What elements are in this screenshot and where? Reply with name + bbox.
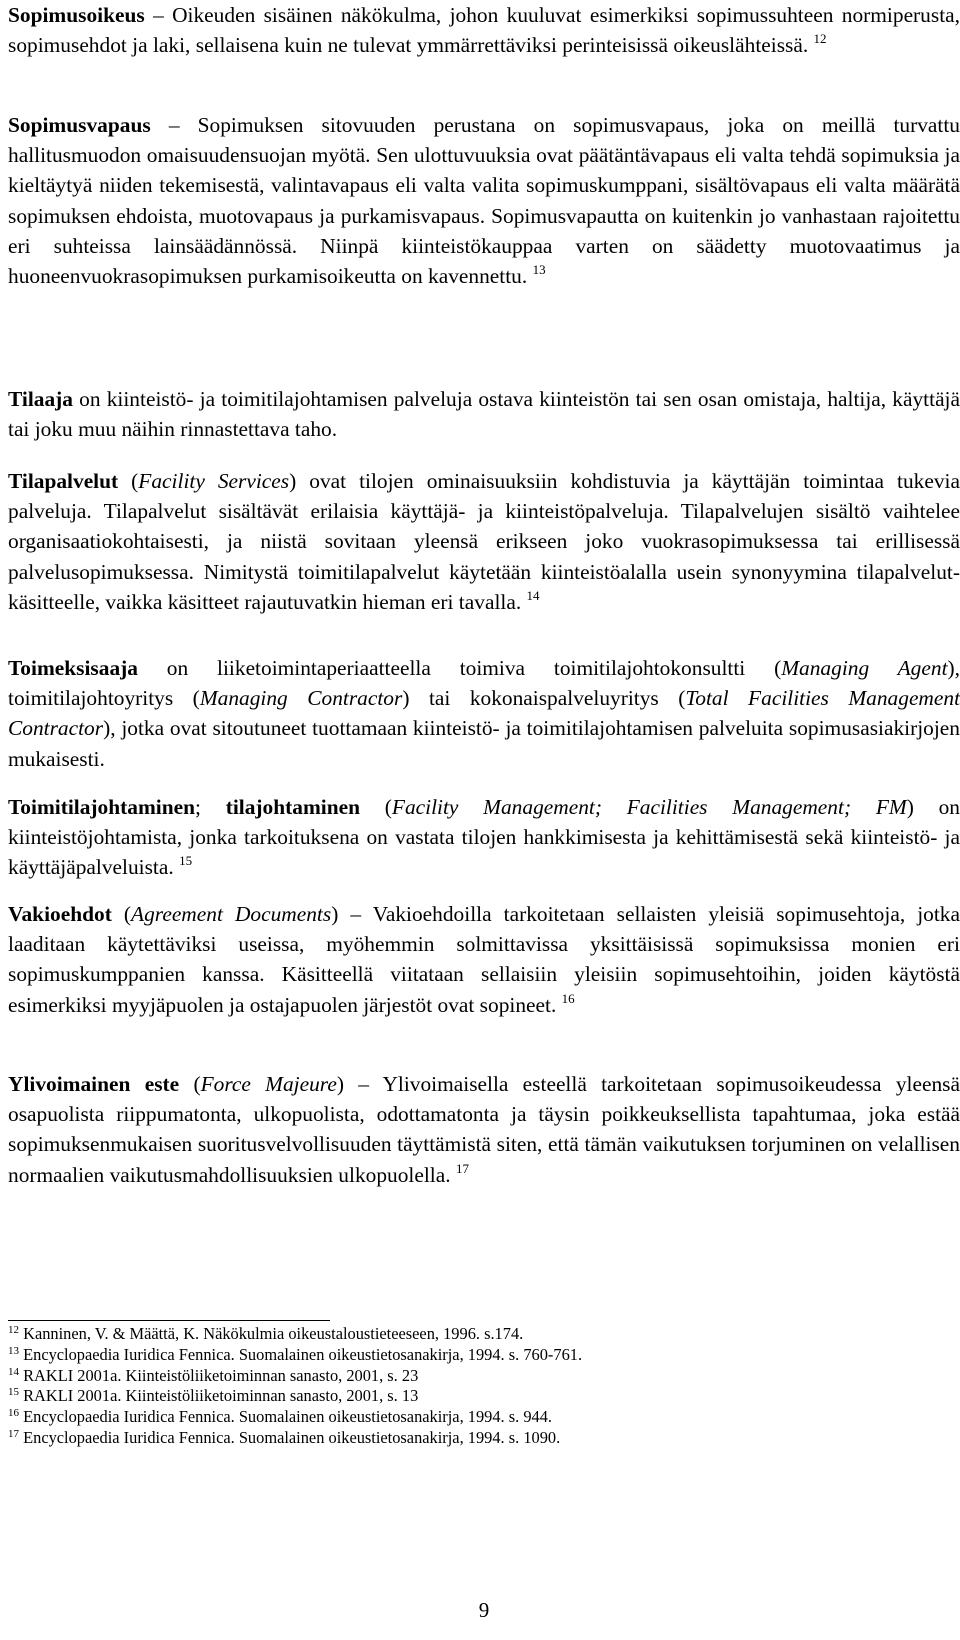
english-term: Managing Agent <box>781 656 948 680</box>
definition-text: ( <box>360 795 392 819</box>
definition-text: ) ovat tilojen ominaisuuksiin kohdistuvia ja käyttäjän toimintaa tukevia palveluja. Tilapalvelut sisältävät erilaisia käyttäjä- ja kiinteistöpalveluja. Tilapalvelujen sisältö vaihtelee organisaatiokohtaisesti, ja niistä sovitaan yleensä erikseen joko vuokrasopimuksessa tai erillisessä palvelusopimuksessa. Nimitystä toimitilapalvelut käytetään kiinteistöalalla usein synonyymina tilapalvelut-käsitteelle, vaikka käsitteet rajautuvatkin hieman eri tavalla. <box>8 469 960 614</box>
footnote-ref: 14 <box>526 587 540 603</box>
english-term: Managing Contractor <box>199 686 403 711</box>
footnote-number: 12 <box>8 1324 19 1336</box>
english-term: Facility Services <box>138 469 290 493</box>
entry-ylivoimainen-este <box>8 1069 960 1190</box>
term-alt: tilajohtaminen <box>225 795 360 819</box>
entry-sopimusvapaus <box>8 110 960 291</box>
definition-text: ( <box>111 902 132 926</box>
term: Vakioehdot <box>8 902 112 926</box>
footnote <box>8 1386 582 1407</box>
definition-text: ) tai kokonaispalveluyritys ( <box>402 686 686 711</box>
definition-text: ), toimitilajohtoyritys ( <box>8 656 960 711</box>
term: Tilapalvelut <box>8 469 119 493</box>
entry-sopimusoikeus <box>8 0 960 60</box>
footnote-ref: 13 <box>532 262 546 278</box>
footnote-ref: 16 <box>561 990 575 1006</box>
page-number: 9 <box>478 1598 490 1622</box>
definition-text: on liiketoimintaperiaatteella toimiva toimitilajohtokonsultti ( <box>137 656 782 680</box>
footnote-text: Encyclopaedia Iuridica Fennica. Suomalainen oikeustietosanakirja, 1994. s. 944. <box>23 1407 553 1427</box>
footnote-number: 13 <box>8 1344 19 1357</box>
definition-text: – Sopimuksen sitovuuden perustana on sopimusvapaus, joka on meillä turvattu hallitusmuodon omaisuudensuojan myötä. Sen ulottuvuuksia ovat päätäntävapaus eli valta tehdä sopimuksia ja kieltäytyä niiden tekemisestä, valintavapaus eli valta valita sopimuskumppani, sisältövapaus eli valta määrätä sopimuksen ehdoista, muotovapaus ja purkamisvapaus. Sopimusvapautta on kuitenkin jo vanhastaan rajoitettu eri suhteissa lainsäädännössä. Niinpä kiinteistökauppaa varten on säädetty muotovaatimus ja huoneenvuokrasopimuksen purkamisoikeutta on kavennettu. <box>8 113 960 289</box>
footnote-ref: 15 <box>179 853 193 869</box>
definition-text: ), jotka ovat sitoutuneet tuottamaan kiinteistö- ja toimitilajohtamisen palveluita sopimusasiakirjojen mukaisesti. <box>8 716 960 771</box>
english-term: Facility Management; Facilities Management; FM <box>391 795 907 819</box>
term: Toimitilajohtaminen <box>8 795 195 819</box>
footnote-ref: 17 <box>455 1160 469 1176</box>
footnote <box>8 1407 582 1428</box>
footnote-text: Kanninen, V. & Määttä, K. Näkökulmia oikeustaloustieteeseen, 1996. s.174. <box>23 1324 524 1343</box>
definition-text: on kiinteistö- ja toimitilajohtamisen palveluja ostava kiinteistön tai sen osan omistaja, haltija, käyttäjä tai joku muu näihin rinnastettava taho. <box>8 387 960 442</box>
term: Sopimusoikeus <box>8 3 145 27</box>
definition-text: ( <box>179 1072 201 1096</box>
footnote-divider <box>8 1320 330 1321</box>
entry-tilapalvelut <box>8 466 960 617</box>
footnote-number: 14 <box>8 1365 19 1378</box>
footnote-number: 17 <box>8 1427 19 1440</box>
footnote-number: 15 <box>8 1386 19 1399</box>
entry-vakioehdot <box>8 899 960 1020</box>
footnote <box>8 1428 582 1449</box>
definition-text: ) – Ylivoimaisella esteellä tarkoitetaan sopimusoikeudessa yleensä osapuolista riippumatonta, ulkopuolista, odottamatonta ja täysin poikkeuksellista tapahtumaa, joka estää sopimuksenmukaisen suoritusvelvollisuuden täyttämistä siten, että tämän vaikutuksen torjuminen on velallisen normaalien vaikutusmahdollisuuksien ulkopuolella. <box>8 1072 960 1187</box>
footnote-text: Encyclopaedia Iuridica Fennica. Suomalainen oikeustietosanakirja, 1994. s. 760-761. <box>23 1344 583 1364</box>
footnote <box>8 1345 582 1366</box>
english-term: Total Facilities Management Contractor <box>8 686 960 741</box>
footnotes <box>8 1324 582 1449</box>
term: Tilaaja <box>8 387 73 411</box>
footnote-text: RAKLI 2001a. Kiinteistöliiketoiminnan sanasto, 2001, s. 23 <box>23 1365 419 1385</box>
english-term: Force Majeure <box>200 1072 337 1096</box>
footnote-ref: 12 <box>813 31 827 47</box>
definition-text: ) – Vakioehdoilla tarkoitetaan sellaisten yleisiä sopimusehtoja, jotka laaditaan käytettäviksi useissa, myöhemmin solmittavissa yksittäisissä sopimuksissa monien eri sopimuskumppanien kanssa. Käsitteellä viitataan sellaisiin yleisiin sopimusehtoihin, joiden käytöstä esimerkiksi myyjäpuolen ja ostajapuolen järjestöt ovat sopineet. <box>8 902 960 1017</box>
footnote <box>8 1366 582 1387</box>
definition-text: – Oikeuden sisäinen näkökulma, johon kuuluvat esimerkiksi sopimussuhteen normiperusta, sopimusehdot ja laki, sellaisena kuin ne tulevat ymmärrettäviksi perinteisissä oikeuslähteissä. <box>8 3 960 58</box>
term-separator: ; <box>195 795 226 819</box>
footnote <box>8 1324 582 1345</box>
footnote-text: RAKLI 2001a. Kiinteistöliiketoiminnan sanasto, 2001, s. 13 <box>23 1386 419 1406</box>
entry-toimitilajohtaminen <box>8 792 960 883</box>
term: Sopimusvapaus <box>8 113 151 137</box>
footnote-text: Encyclopaedia Iuridica Fennica. Suomalainen oikeustietosanakirja, 1994. s. 1090. <box>23 1427 561 1447</box>
entry-tilaaja <box>8 384 960 444</box>
term: Toimeksisaaja <box>8 656 138 680</box>
term: Ylivoimainen este <box>8 1072 180 1096</box>
english-term: Agreement Documents <box>131 902 332 926</box>
definition-text: ( <box>118 469 139 493</box>
entry-toimeksisaaja <box>8 653 960 774</box>
definition-text: ) on kiinteistöjohtamista, jonka tarkoituksena on vastata tilojen hankkimisesta ja kehittämisestä sekä kiinteistö- ja käyttäjäpalveluista. <box>8 795 960 880</box>
footnote-number: 16 <box>8 1407 19 1420</box>
